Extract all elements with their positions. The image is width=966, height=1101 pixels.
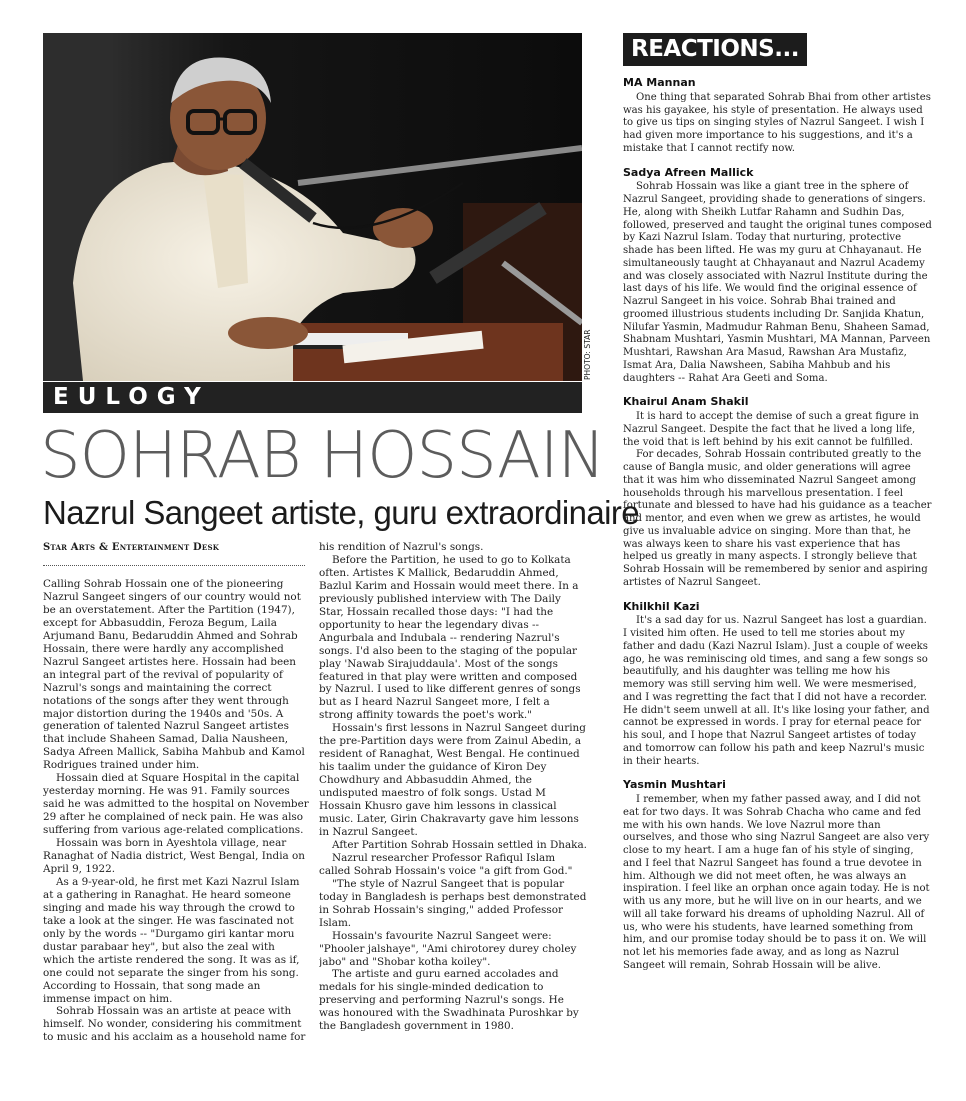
article-paragraph: Sohrab Hossain was an artiste at peace with himself. No wonder, considering his commitment to music and his acclaim as a household name for [43,1005,306,1044]
article-paragraph: Hossain's favourite Nazrul Sangeet were: "Phooler jalshaye", "Ami chirotorey durey choley jabo" and "Shobar kotha koiley". [319,929,577,968]
reaction-item [623,396,933,589]
reaction-text: It is hard to accept the demise of such a great figure in Nazrul Sangeet. Despite the fact that he lived a long life, the void that is left behind by his exit cannot be fulfilled. [623,411,919,448]
article-column-2 [319,541,587,1098]
reaction-text: Sohrab Hossain was like a giant tree in the sphere of Nazrul Sangeet, providing shade to generations of singers. He, along with Sheikh Lutfar Rahamn and Sudhin Das, followed, preserved and taught the original tunes composed by Kazi Nazrul Islam. Today that nurturing, protective shade has been lifted. He was my guru at Chhayanaut. He simultaneously taught at Chhayanaut and Nazrul Academy and was closely associated with Nazrul Institute during the last days of his life. We would find the original essence of Nazrul Sangeet in his voice. Sohrab Bhai trained and groomed illustrious students including Dr. Sanjida Khatun, Nilufar Yasmin, Madmudur Rahman Benu, Shaheen Samad, Shabnam Mushtari, Yasmin Mushtari, MA Mannan, Parveen Mushtari, Rawshan Ara Masud, Rawshan Ara Mustafiz, Ismat Ara, Dalia Nawsheen, Sabiha Mahbub and his daughters -- Rahat Ara Geeti and Soma. [623,181,932,384]
byline-divider [43,565,305,566]
article-paragraph: As a 9-year-old, he first met Kazi Nazrul Islam at a gathering in Ranaghat. He heard someone singing and made his way through the crowd to take a look at the singer. He was fascinated not only by the words -- "Durgamo giri kantar moru dustar parabaar hey", but also the zeal with which the artiste rendered the song. It was as if, one could not separate the singer from his song. According to Hossain, that song made an immense impact on him. [43,875,300,1005]
reaction-text: It's a sad day for us. Nazrul Sangeet has lost a guardian. I visited him often. He used to tell me stories about my father and dadu (Kazi Nazrul Islam). Just a couple of weeks ago, he was reminiscing old times, and sang a few songs so beautifully, and his daughter was telling me how his memory was still serving him well. We were mesmerised, and I was regretting the fact that I did not have a recorder. He didn't seem unwell at all. It's like losing your father, and cannot be expressed in words. I pray for eternal peace for his soul, and I hope that Nazrul Sangeet artistes of today and tomorrow can follow his path and keep Nazrul's music in their hearts. [623,615,930,767]
reaction-text: One thing that separated Sohrab Bhai from other artistes was his gayakee, his style of presentation. He always used to give us tips on singing styles of Nazrul Sangeet. I wish I had given more importance to his suggestions, and it's a mistake that I cannot rectify now. [623,91,931,154]
article-paragraph: Calling Sohrab Hossain one of the pioneering Nazrul Sangeet singers of our country would not be an overstatement. After the Partition (1947), except for Abbasuddin, Feroza Begum, Laila Arjumand Banu, Bedaruddin Ahmed and Sohrab Hossain, there were hardly any accomplished Nazrul Sangeet artistes here. Hossain had been an integral part of the revival of popularity of Nazrul's songs and maintaining the correct notations of the songs after they went through major distortion during the 1940s and '50s. A generation of talented Nazrul Sangeet artistes that include Shaheen Samad, Dalia Nausheen, Sadya Afreen Mallick, Sabiha Mahbub and Kamol Rodrigues trained under him. [43,578,305,772]
reaction-author: Yasmin Mushtari [623,778,726,792]
article-paragraph: Hossain died at Square Hospital in the capital yesterday morning. He was 91. Family sources said he was admitted to the hospital on November 29 after he complained of neck pain. He was also suffering from various age-related complications. [43,772,309,837]
byline: Star Arts & Entertainment Desk [43,542,219,553]
photo-credit: PHOTO: STAR [583,329,592,380]
reaction-item [623,601,933,769]
article-photo [43,33,582,381]
reaction-author: MA Mannan [623,77,696,89]
reaction-author: Khilkhil Kazi [623,599,700,613]
singer-photo-illustration [43,33,582,381]
reaction-item [623,167,933,386]
reaction-text: I remember, when my father passed away, and I did not eat for two days. It was Sohrab Chacha who came and fed me with his own hands. We love Nazrul more than ourselves, and those who sing Nazrul Sangeet are also very close to my heart. I am a huge fan of his style of singing, and I feel that Nazrul Sangeet has found a true devotee in him. Although we did not meet often, he was always an inspiration. I feel like an orphan once again today. He is not with us any more, but he will live on in our hearts, and we will all take forward his dreams of upholding Nazrul. All of us, who were his students, have learned something from him, and our promise today should be to pass it on. We will not let his memories fade away, and as long as Nazrul Sangeet will remain, Sohrab Hossain will be alive. [623,794,930,971]
article-column-1 [43,578,309,1098]
article-paragraph: Hossain's first lessons in Nazrul Sangeet during the pre-Partition days were from Zainul Abedin, a resident of Ranaghat, West Bengal. He continued his taalim under the guidance of Kiron Dey Chowdhury and Abbasuddin Ahmed, the undisputed maestro of folk songs. Ustad M Hossain Khusro gave him lessons in classical music. Later, Girin Chakravarty gave him lessons in Nazrul Sangeet. [319,722,586,838]
reactions-column [623,77,933,1099]
article-paragraph: After Partition Sohrab Hossain settled in Dhaka. [332,838,587,851]
article-paragraph: "The style of Nazrul Sangeet that is popular today in Bangladesh is perhaps best demonstrated in Sohrab Hossain's singing," added Professor Islam. [319,877,587,929]
reaction-item [623,779,933,972]
section-label: EULOGY [43,382,582,413]
article-paragraph: Before the Partition, he used to go to Kolkata often. Artistes K Mallick, Bedaruddin Ahmed, Bazlul Karim and Hossain would meet there. In a previously published interview with The Daily Star, Hossain recalled those days: "I had the opportunity to hear the legendary divas -- Angurbala and Indubala -- rendering Nazrul's songs. I'd also been to the staging of the popular play 'Nawab Sirajuddaula'. Most of the songs featured in that play were written and composed by Nazrul. I used to like different genres of songs but as I heard Nazrul Sangeet more, I felt a strong affinity towards the poet's work." [319,553,581,722]
reaction-author: Khairul Anam Shakil [623,395,749,409]
reaction-item [623,77,933,156]
article-paragraph: Hossain was born in Ayeshtola village, near Ranaghat of Nadia district, West Bengal, India on April 9, 1922. [43,837,305,875]
article-paragraph: his rendition of Nazrul's songs. [319,541,484,553]
reaction-text: For decades, Sohrab Hossain contributed greatly to the cause of Bangla music, and older generations will agree that it was him who disseminated Nazrul Sangeet among households through his marvellous presentation. I feel fortunate and blessed to have had his guidance as a teacher and mentor, and even when we grew as artistes, he would give us invaluable advice on singing. More than that, he was always keen to share his vast experience that has helped us greatly in many aspects. I strongly believe that Sohrab Hossain will be remembered by senior and aspiring artistes of Nazrul Sangeet. [623,449,932,588]
headline: SOHRAB HOSSAIN [40,419,605,493]
article-paragraph: Nazrul researcher Professor Rafiqul Islam called Sohrab Hossain's voice "a gift from God." [319,851,573,877]
subheadline: Nazrul Sangeet artiste, guru extraordinaire [43,494,640,531]
reactions-heading: REACTIONS... [623,33,807,66]
reaction-author: Sadya Afreen Mallick [623,165,754,179]
article-paragraph: The artiste and guru earned accolades and medals for his single-minded dedication to preserving and performing Nazrul's songs. He was honoured with the Swadhinata Puroshkar by the Bangladesh government in 1980. [319,968,579,1033]
